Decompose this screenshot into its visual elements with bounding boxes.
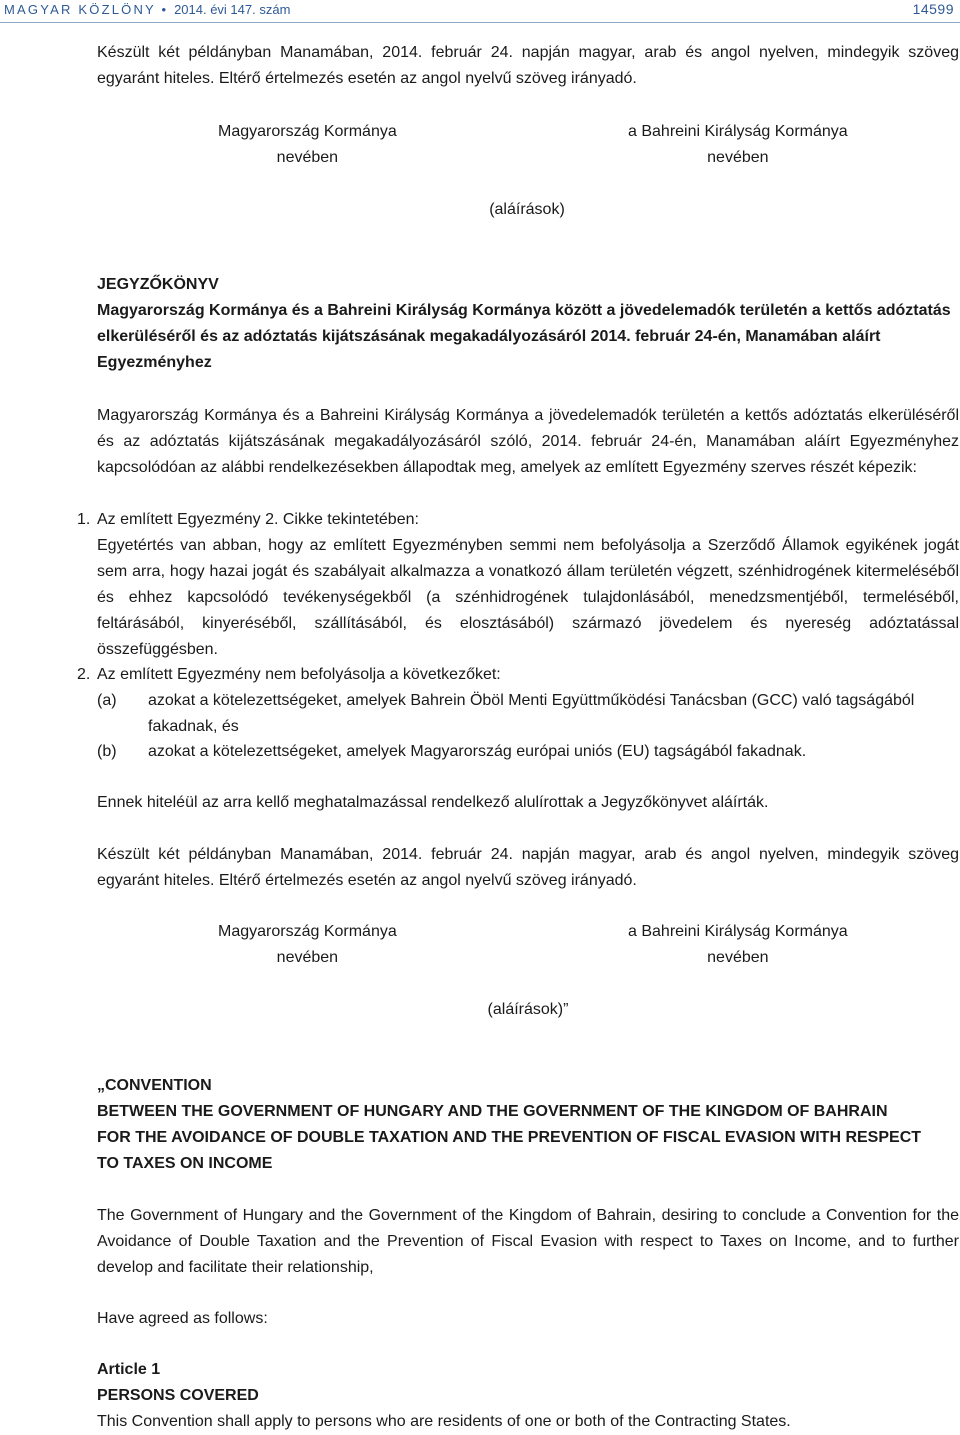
signatory-on-behalf: nevében bbox=[707, 949, 769, 966]
signatory-name: a Bahreini Királyság Kormánya bbox=[628, 923, 848, 940]
sub-item-label: (a) bbox=[97, 692, 117, 709]
sub-item-text: azokat a kötelezettségeket, amelyek Bahrein Öböl Menti Együttműködési Tanácsban (GCC) való tagságából fakadnak, és bbox=[148, 692, 915, 735]
agreed-line: Have agreed as follows: bbox=[97, 1310, 268, 1327]
signatory-on-behalf: nevében bbox=[707, 149, 769, 166]
convention-preamble: The Government of Hungary and the Government of the Kingdom of Bahrain, desiring to conclude a Convention for the Avoidance of Double Taxation and the Prevention of Fiscal Evasion with respect to Taxes on Income, and to further develop and facilitate their relationship, bbox=[97, 1207, 959, 1276]
top-closing-paragraph: Készült két példányban Manamában, 2014. február 24. napján magyar, arab és angol nyelven, mindegyik szöveg egyaránt hiteles. Eltérő értelmezés esetén az angol nyelvű szöveg irányadó. bbox=[97, 44, 959, 87]
protocol-closing: Készült két példányban Manamában, 2014. február 24. napján magyar, arab és angol nyelven, mindegyik szöveg egyaránt hiteles. Eltérő értelmezés esetén az angol nyelvű szöveg irányadó. bbox=[97, 846, 959, 889]
signatures-note: (aláírások) bbox=[489, 201, 565, 218]
page-number: 14599 bbox=[912, 1, 954, 17]
signatory-name: Magyarország Kormánya bbox=[218, 923, 397, 940]
sub-item-label: (b) bbox=[97, 743, 117, 760]
signatory-on-behalf: nevében bbox=[276, 949, 339, 966]
signature-block-hungary bbox=[218, 119, 397, 171]
header-journal-issue: MAGYAR KÖZLÖNY • 2014. évi 147. szám bbox=[4, 2, 291, 17]
signatory-on-behalf: nevében bbox=[276, 149, 339, 166]
running-header bbox=[0, 0, 960, 23]
signature-block-bahrain bbox=[628, 119, 848, 171]
protocol-heading: JEGYZŐKÖNYV bbox=[97, 276, 219, 293]
journal-title: MAGYAR KÖZLÖNY bbox=[4, 2, 156, 17]
convention-title-line: FOR THE AVOIDANCE OF DOUBLE TAXATION AND THE PREVENTION OF FISCAL EVASION WITH RESPECT bbox=[97, 1129, 922, 1146]
protocol-intro: Magyarország Kormánya és a Bahreini Királyság Kormánya a jövedelemadók területén a kettős adóztatás elkerüléséről és az adóztatás kijátszásának megakadályozásáról szóló, 2014. február 24-én, Manamában aláírt Egyezményhez kapcsolódóan az alábbi rendelkezésekben állapodtak meg, amelyek az említett Egyezmény szerves részét képezik: bbox=[97, 407, 959, 476]
signature-block-bahrain bbox=[628, 919, 848, 971]
signature-block-hungary bbox=[218, 919, 397, 971]
signatory-name: a Bahreini Királyság Kormánya bbox=[628, 123, 848, 140]
issue-number: 2014. évi 147. szám bbox=[174, 2, 291, 17]
signatures-note: (aláírások)” bbox=[487, 1001, 569, 1018]
article-label: Article 1 bbox=[97, 1361, 161, 1378]
item-number: 1. bbox=[77, 511, 91, 528]
signatory-name: Magyarország Kormánya bbox=[218, 123, 397, 140]
item-number: 2. bbox=[77, 666, 91, 683]
convention-heading: „CONVENTION bbox=[97, 1077, 212, 1094]
item-text: Egyetértés van abban, hogy az említett Egyezményben semmi nem befolyásolja a Szerződő Államok egyikének jogát sem arra, hogy hazai jogát és szabályait alkalmazza a vonatkozó állam területén végzett, szénhidrogének kitermeléséből és ehhez kapcsolódó tevékenységekből (a szénhidrogének tulajdonlásából, menedzsmentjéből, termeléséből, feltárásából, kinyeréséből, szállításából, és elosztásából) származó jövedelem és nyereség adóztatással összefüggésben. bbox=[97, 537, 959, 658]
convention-title-line: TO TAXES ON INCOME bbox=[97, 1155, 273, 1172]
sub-item-text: azokat a kötelezettségeket, amelyek Magyarország európai uniós (EU) tagságából fakadnak. bbox=[148, 743, 807, 760]
convention-title-line: BETWEEN THE GOVERNMENT OF HUNGARY AND THE GOVERNMENT OF THE KINGDOM OF BAHRAIN bbox=[97, 1103, 888, 1120]
item-title: Az említett Egyezmény nem befolyásolja a következőket: bbox=[97, 666, 501, 683]
article-text: This Convention shall apply to persons who are residents of one or both of the Contracting States. bbox=[97, 1413, 791, 1430]
article-title: PERSONS COVERED bbox=[97, 1387, 259, 1404]
witness-paragraph: Ennek hiteléül az arra kellő meghatalmazással rendelkező alulírottak a Jegyzőkönyvet aláírták. bbox=[97, 794, 769, 811]
protocol-subheading: Magyarország Kormánya és a Bahreini Királyság Kormánya között a jövedelemadók területén a kettős adóztatás elkerüléséről és az adóztatás kijátszásának megakadályozásáról 2014. február 24-én, Manamában aláírt Egyezményhez bbox=[97, 302, 951, 371]
item-title: Az említett Egyezmény 2. Cikke tekintetében: bbox=[97, 511, 419, 528]
